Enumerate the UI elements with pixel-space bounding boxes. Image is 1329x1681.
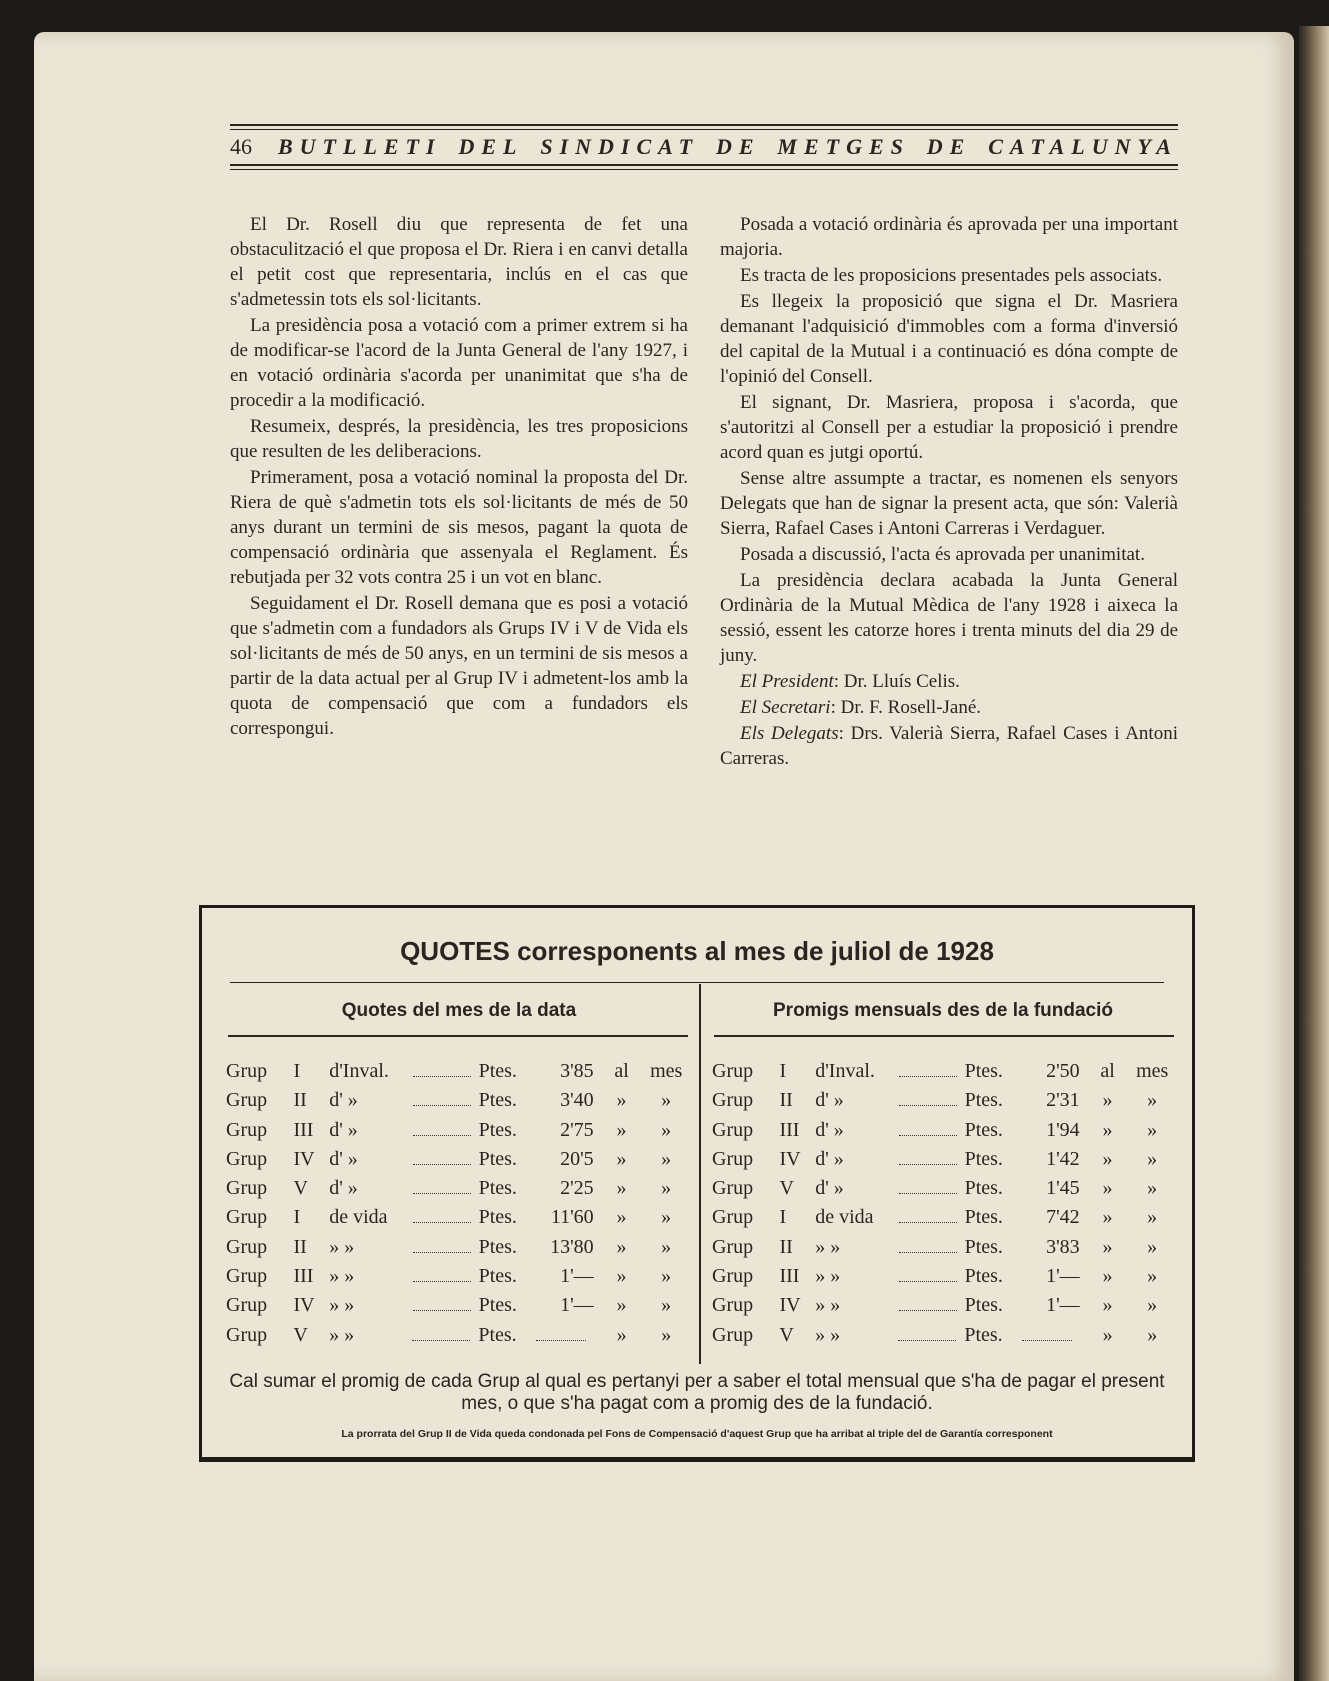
quotes-footnote: Cal sumar el promig de cada Grup al qual es pertanyi per a saber el total mensual que s'ha de pagar el present mes, o que s'ha pagat com a promig des de la fundació. (229, 1371, 1165, 1414)
quote-group-number: I (779, 1060, 787, 1082)
quote-group-type: » » (815, 1323, 841, 1346)
quote-group-label: Grup (226, 1089, 268, 1112)
paragraph: Posada a discussió, l'acta és aprovada per unanimitat. (740, 544, 1145, 565)
quote-unit: » (1102, 1206, 1113, 1229)
leader-dots (899, 1192, 957, 1194)
quotes-left-heading: Quotes del mes de la data (341, 1000, 577, 1021)
leader-dots (899, 1280, 957, 1282)
journal-title-word: DEL (458, 134, 524, 159)
paragraph: Posada a votació ordinària és aprovada per una important majoria. (720, 214, 1178, 260)
quote-currency: Ptes. (964, 1177, 1003, 1200)
quote-row (712, 1177, 1177, 1206)
quote-group-type: d'Inval. (329, 1060, 389, 1082)
quote-group-type: » » (815, 1235, 841, 1258)
quote-group-label: Grup (226, 1206, 268, 1229)
quote-unit: » (661, 1235, 672, 1258)
quote-value: 1'— (1046, 1294, 1080, 1317)
signature-role: El Secretari (740, 697, 831, 718)
signature-role: El President (740, 671, 834, 692)
quote-group-type: » » (329, 1323, 355, 1346)
quote-value: 3'83 (1046, 1235, 1080, 1258)
quote-currency: Ptes. (964, 1265, 1003, 1288)
quote-unit: » (616, 1177, 627, 1200)
quote-group-number: V (779, 1323, 794, 1346)
quote-row (712, 1324, 1177, 1353)
quote-unit: » (1102, 1265, 1113, 1288)
quote-row (226, 1148, 691, 1177)
page-header (230, 124, 1178, 170)
quote-group-type: d' » (815, 1177, 844, 1200)
quote-value: 1'42 (1046, 1147, 1080, 1170)
quote-value: 1'— (560, 1294, 594, 1317)
leader-dots (899, 1104, 957, 1106)
quote-value: 2'75 (560, 1118, 594, 1141)
quote-group-type: » » (329, 1265, 355, 1288)
quote-row (226, 1206, 691, 1235)
quote-unit: » (616, 1294, 627, 1317)
header-rule-top (230, 124, 1178, 126)
quote-currency: Ptes. (964, 1323, 1003, 1346)
quote-row (226, 1177, 691, 1206)
quote-group-type: d' » (329, 1118, 358, 1141)
leader-dots (899, 1309, 957, 1311)
quote-row (712, 1089, 1177, 1118)
quote-unit: » (661, 1323, 672, 1346)
leader-dots (899, 1163, 957, 1165)
quote-unit: » (661, 1206, 672, 1229)
quote-group-type: d' » (815, 1118, 844, 1141)
quote-unit: » (661, 1089, 672, 1112)
quote-group-number: II (293, 1235, 307, 1258)
paragraph: Es tracta de les proposicions presentades pels associats. (740, 265, 1163, 286)
quote-row (712, 1236, 1177, 1265)
quote-group-number: III (779, 1118, 800, 1141)
quote-group-label: Grup (226, 1177, 268, 1200)
quote-row (712, 1294, 1177, 1323)
quote-currency: Ptes. (964, 1235, 1003, 1258)
quotes-box (199, 905, 1195, 1462)
leader-dots (899, 1251, 957, 1253)
quote-group-type: d' » (815, 1089, 844, 1112)
quote-group-number: IV (779, 1294, 801, 1317)
quote-unit: » (616, 1147, 627, 1170)
leader-dots (898, 1339, 956, 1341)
quote-group-number: IV (779, 1147, 801, 1170)
journal-title-word: DE (715, 134, 761, 159)
quote-value: 1'— (1046, 1265, 1080, 1288)
signature-line (720, 695, 1178, 720)
quote-group-number: II (779, 1089, 793, 1112)
quote-unit: » (616, 1089, 627, 1112)
quote-value: 2'31 (1046, 1089, 1080, 1112)
quote-row (226, 1236, 691, 1265)
quote-value: 20'5 (560, 1147, 594, 1170)
quote-row (712, 1119, 1177, 1148)
quote-value (1022, 1324, 1088, 1347)
quote-unit: » (1147, 1265, 1158, 1288)
quote-group-label: Grup (712, 1235, 754, 1258)
paragraph: La presidència declara acabada la Junta General Ordinària de la Mutual Mèdica de l'any 1928 i aixeca la sessió, essent les catorze hores i trenta minuts del dia 29 de juny. (720, 570, 1178, 666)
quote-unit: » (616, 1235, 627, 1258)
leader-dots (413, 1280, 471, 1282)
quote-value: 7'42 (1046, 1206, 1080, 1229)
quote-value: 2'50 (1046, 1060, 1080, 1082)
quote-group-type: » » (815, 1265, 841, 1288)
quote-currency: Ptes. (964, 1118, 1003, 1141)
quote-unit: » (1102, 1089, 1113, 1112)
quote-group-label: Grup (712, 1206, 754, 1229)
quote-unit: » (1147, 1323, 1158, 1346)
quote-group-label: Grup (712, 1118, 754, 1141)
signature-name: : Dr. Lluís Celis. (833, 671, 960, 692)
header-rule-top-thin (230, 129, 1178, 130)
leader-dots (413, 1163, 471, 1165)
header-rule-bottom (230, 164, 1178, 166)
leader-dots (413, 1134, 471, 1136)
quote-unit: » (1147, 1206, 1158, 1229)
page-number: 46 (230, 134, 252, 159)
quote-unit: » (1147, 1235, 1158, 1258)
leader-dots (413, 1251, 471, 1253)
signature-line (720, 721, 1178, 771)
quote-value: 13'80 (550, 1235, 594, 1258)
quote-unit: al (614, 1060, 629, 1082)
left-column (230, 212, 688, 772)
quote-unit: » (661, 1177, 672, 1200)
quote-group-type: d' » (329, 1177, 358, 1200)
quotes-left-table (226, 1060, 691, 1353)
quote-value: 1'45 (1046, 1177, 1080, 1200)
quote-group-type: de vida (815, 1206, 874, 1229)
quote-group-label: Grup (226, 1147, 268, 1170)
quote-value (536, 1324, 602, 1347)
quote-unit: » (616, 1206, 627, 1229)
quote-unit: » (1147, 1294, 1158, 1317)
quote-unit: mes (1136, 1060, 1169, 1082)
quote-group-type: » » (815, 1294, 841, 1317)
quote-row (712, 1060, 1177, 1089)
page-edge (1299, 26, 1329, 1681)
quote-group-number: III (293, 1118, 314, 1141)
quote-group-label: Grup (712, 1294, 754, 1317)
leader-dots (413, 1075, 471, 1077)
quote-group-label: Grup (226, 1294, 268, 1317)
paragraph: El Dr. Rosell diu que representa de fet una obstaculització el que proposa el Dr. Riera i en canvi detalla el petit cost que representaria, inclús en el cas que s'admetessin tots els sol·licitants. (230, 214, 688, 310)
quote-group-number: IV (293, 1294, 315, 1317)
quote-group-type: » » (329, 1294, 355, 1317)
quote-row (712, 1148, 1177, 1177)
quote-currency: Ptes. (964, 1294, 1003, 1317)
leader-dots (413, 1221, 471, 1223)
quote-row (226, 1089, 691, 1118)
quote-unit: » (1147, 1118, 1158, 1141)
quote-group-number: I (293, 1206, 301, 1229)
quote-unit: » (661, 1265, 672, 1288)
leader-dots (413, 1104, 471, 1106)
quote-value: 3'85 (560, 1060, 594, 1082)
quote-unit: » (1147, 1147, 1158, 1170)
leader-dots (899, 1134, 957, 1136)
quote-currency: Ptes. (478, 1089, 517, 1112)
quote-group-label: Grup (226, 1235, 268, 1258)
quote-group-number: II (779, 1235, 793, 1258)
quote-group-label: Grup (226, 1060, 268, 1082)
quote-group-number: I (779, 1206, 787, 1229)
quote-group-label: Grup (712, 1323, 754, 1346)
quote-row (226, 1294, 691, 1323)
quote-currency: Ptes. (964, 1089, 1003, 1112)
quote-unit: » (661, 1147, 672, 1170)
paragraph: Resumeix, després, la presidència, les tres proposicions que resulten de les deliberacions. (230, 416, 688, 462)
quotes-title-rule (230, 982, 1164, 983)
quote-group-label: Grup (712, 1177, 754, 1200)
quote-currency: Ptes. (964, 1147, 1003, 1170)
quote-group-number: I (293, 1060, 301, 1082)
value-blank-dots (536, 1339, 586, 1341)
quotes-right-heading: Promigs mensuals des de la fundació (773, 1000, 1113, 1021)
quote-group-type: d' » (329, 1089, 358, 1112)
quote-row (226, 1060, 691, 1089)
quote-unit: » (616, 1265, 627, 1288)
quote-currency: Ptes. (964, 1206, 1003, 1229)
quote-currency: Ptes. (478, 1206, 517, 1229)
quote-group-type: d'Inval. (815, 1060, 875, 1082)
leader-dots (412, 1339, 470, 1341)
leader-dots (899, 1075, 957, 1077)
quote-row (226, 1324, 691, 1353)
right-column (720, 212, 1178, 772)
paragraph: La presidència posa a votació com a primer extrem si ha de modificar-se l'acord de la Junta General de l'any 1927, i en votació ordinària s'acorda per unanimitat que s'ha de procedir a la modificació. (230, 315, 688, 411)
quote-currency: Ptes. (478, 1118, 517, 1141)
quote-unit: » (1102, 1118, 1113, 1141)
quote-row (226, 1265, 691, 1294)
signature-name: : Dr. F. Rosell-Jané. (830, 697, 982, 718)
quote-group-number: III (779, 1265, 800, 1288)
quote-group-label: Grup (226, 1323, 268, 1346)
leader-dots (899, 1221, 957, 1223)
quote-currency: Ptes. (478, 1177, 517, 1200)
quotes-right-table (712, 1060, 1177, 1353)
quote-unit: » (1102, 1177, 1113, 1200)
quote-currency: Ptes. (964, 1060, 1003, 1082)
quote-unit: » (661, 1294, 672, 1317)
quote-value: 2'25 (560, 1177, 594, 1200)
quotes-title: QUOTES corresponents al mes de juliol de 1928 (400, 936, 994, 966)
quote-unit: » (1102, 1323, 1113, 1346)
signature-role: Els Delegats (740, 723, 839, 744)
quote-group-number: IV (293, 1147, 315, 1170)
quote-group-type: de vida (329, 1206, 388, 1229)
signature-line (720, 669, 1178, 694)
signature-name: : Drs. Valerià Sierra, Rafael Cases i Antoni Carreras. (720, 723, 1178, 769)
left-heading-rule (228, 1035, 688, 1037)
paragraph: Primerament, posa a votació nominal la proposta del Dr. Riera de què s'admetin tots els sol·licitants de més de 50 anys durant un termini de sis mesos, pagant la quota de compensació ordinària que assenyala el Reglament. És rebutjada per 32 vots contra 25 i un vot en blanc. (230, 467, 688, 588)
article-body (230, 212, 1178, 772)
quote-group-label: Grup (712, 1060, 754, 1082)
quote-row (712, 1265, 1177, 1294)
quote-currency: Ptes. (478, 1265, 517, 1288)
journal-title-word: METGES (777, 134, 910, 159)
journal-title (278, 134, 1178, 160)
quote-currency: Ptes. (478, 1147, 517, 1170)
value-blank-dots (1022, 1339, 1072, 1341)
quote-value: 11'60 (550, 1206, 594, 1229)
leader-dots (413, 1192, 471, 1194)
quote-group-type: d' » (329, 1147, 358, 1170)
paragraph: Es llegeix la proposició que signa el Dr. Masriera demanant l'adquisició d'immobles com a forma d'inversió del capital de la Mutual i a continuació es dóna compte de l'opinió del Consell. (720, 291, 1178, 387)
quote-unit: » (616, 1323, 627, 1346)
quote-unit: » (1147, 1177, 1158, 1200)
paragraph: Seguidament el Dr. Rosell demana que es posi a votació que s'admetin com a fundadors als Grups IV i V de Vida els sol·licitants de més de 50 anys, en un termini de sis mesos a partir de la data actual per al Grup IV i admetent-los amb la quota de compensació que com a fundadors els correspongui. (230, 593, 688, 739)
right-heading-rule (714, 1035, 1174, 1037)
quote-group-label: Grup (712, 1089, 754, 1112)
journal-title-word: BUTLLETI (278, 134, 442, 159)
quote-unit: mes (650, 1060, 683, 1082)
quote-currency: Ptes. (478, 1323, 517, 1346)
quote-unit: » (1102, 1294, 1113, 1317)
quote-group-number: III (293, 1265, 314, 1288)
quote-group-number: II (293, 1089, 307, 1112)
leader-dots (413, 1309, 471, 1311)
header-rule-bottom-thin (230, 169, 1178, 170)
paragraph: Sense altre assumpte a tractar, es nomenen els senyors Delegats que han de signar la present acta, que són: Valerià Sierra, Rafael Cases i Antoni Carreras i Verdaguer. (720, 468, 1178, 539)
paragraph: El signant, Dr. Masriera, proposa i s'acorda, que s'autoritzi al Consell per a estudiar la proposició i prendre acord quan es jutgi oportú. (720, 392, 1178, 463)
quotes-small-note: La prorrata del Grup II de Vida queda condonada pel Fons de Compensació d'aquest Grup que ha arribat al triple del de Garantía corresponent (341, 1428, 1053, 1440)
journal-title-word: SINDICAT (540, 134, 700, 159)
quote-group-type: » » (329, 1235, 355, 1258)
quote-unit: al (1100, 1060, 1115, 1082)
quote-group-label: Grup (712, 1147, 754, 1170)
quote-group-label: Grup (226, 1265, 268, 1288)
journal-title-word: CATALUNYA (988, 134, 1178, 159)
quote-unit: » (1102, 1235, 1113, 1258)
quote-currency: Ptes. (478, 1294, 517, 1317)
quote-row (712, 1206, 1177, 1235)
quote-value: 3'40 (560, 1089, 594, 1112)
quote-unit: » (1147, 1089, 1158, 1112)
quote-group-label: Grup (712, 1265, 754, 1288)
quote-currency: Ptes. (478, 1235, 517, 1258)
quote-unit: » (616, 1118, 627, 1141)
quote-currency: Ptes. (478, 1060, 517, 1082)
quote-group-number: V (293, 1177, 308, 1200)
quote-row (226, 1119, 691, 1148)
journal-title-word: DE (926, 134, 972, 159)
quote-value: 1'94 (1046, 1118, 1080, 1141)
quote-group-number: V (293, 1323, 308, 1346)
quote-group-type: d' » (815, 1147, 844, 1170)
quote-value: 1'— (560, 1265, 594, 1288)
quotes-column-divider (699, 984, 701, 1364)
quote-unit: » (661, 1118, 672, 1141)
quote-group-number: V (779, 1177, 794, 1200)
quote-group-label: Grup (226, 1118, 268, 1141)
quote-unit: » (1102, 1147, 1113, 1170)
